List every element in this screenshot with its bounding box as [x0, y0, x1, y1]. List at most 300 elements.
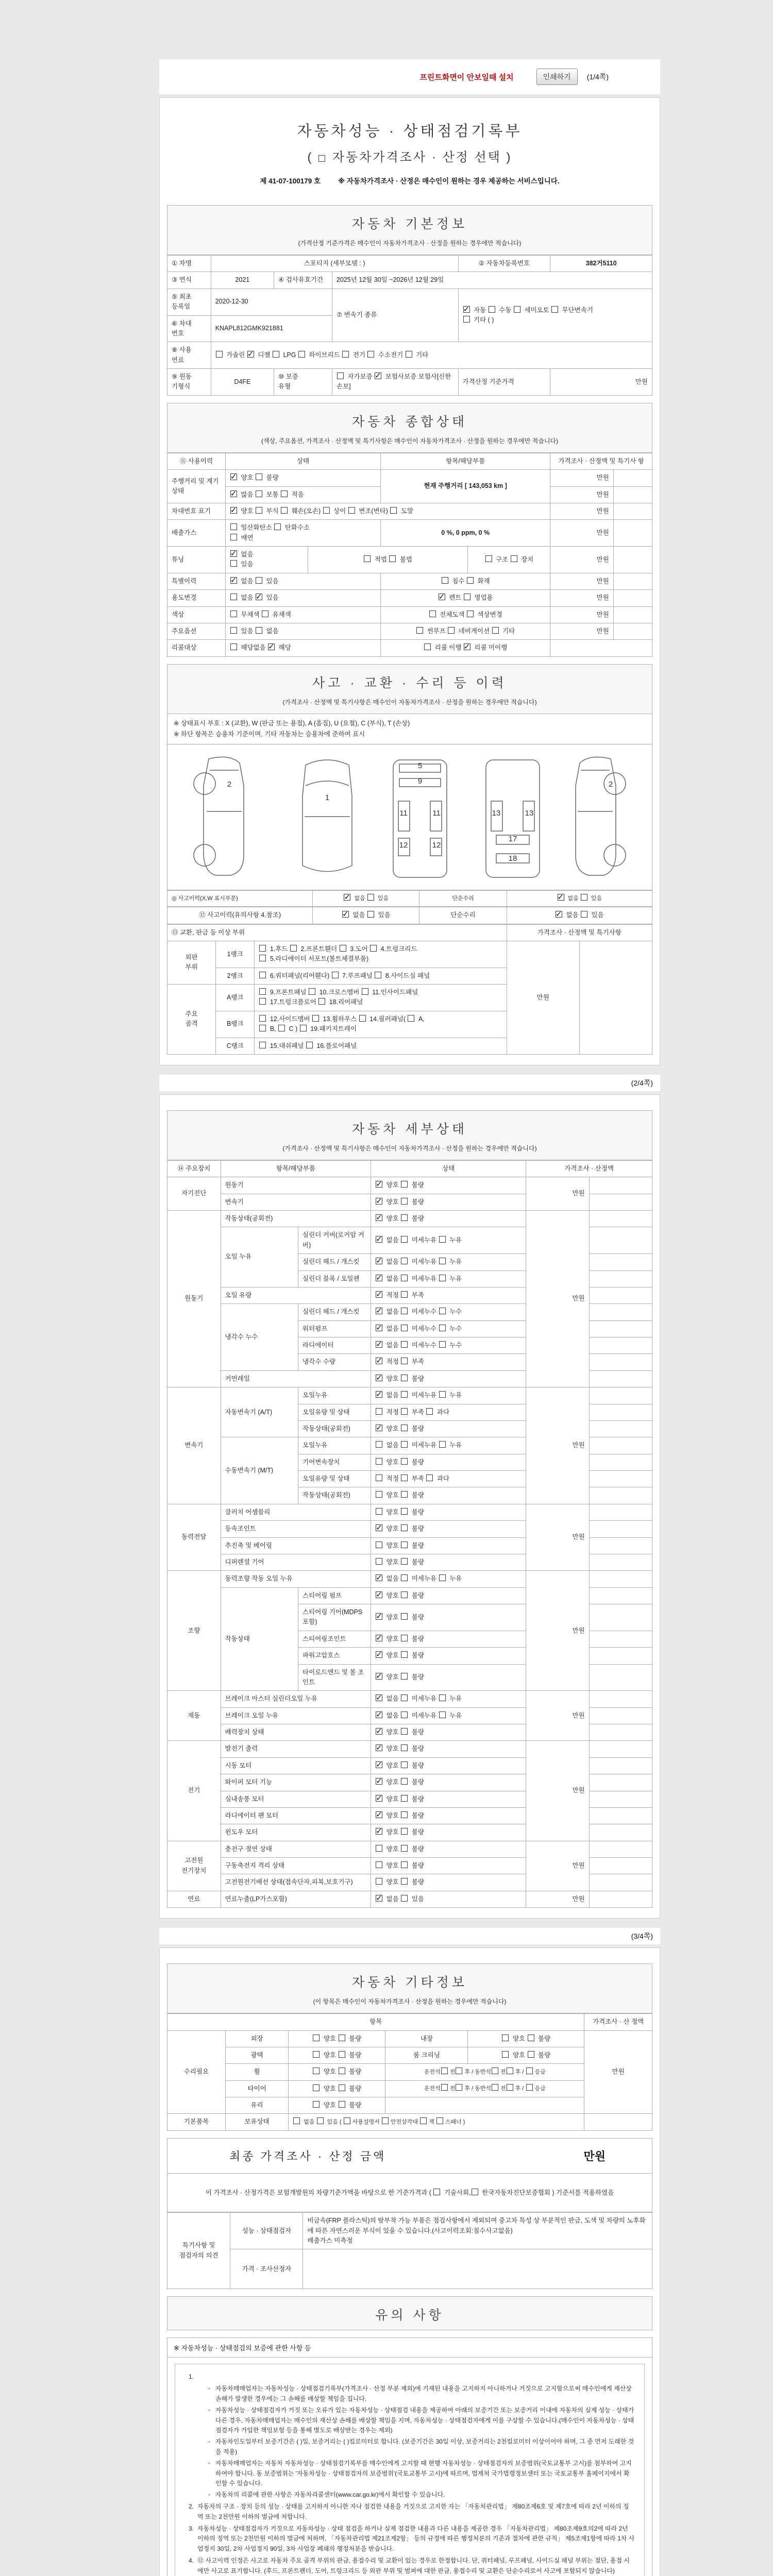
checkbox-empty-icon: [401, 1391, 408, 1398]
section-title: 사고 · 교환 · 수리 등 이력: [312, 675, 507, 690]
checkbox-empty-icon: [401, 1198, 408, 1205]
table-row: [167, 272, 652, 289]
table-row: [167, 2014, 652, 2030]
checkbox-checked-icon: [376, 1651, 382, 1658]
table-cell: ✓ 양호 불량: [371, 1757, 526, 1774]
table-cell: 운전석 전 후 / 동반석 전 후 / 응급: [385, 2080, 584, 2097]
checkbox-empty-icon: [439, 1341, 446, 1348]
table-row: [167, 342, 652, 369]
diagram-part-number: 5: [417, 761, 423, 771]
checkbox-empty-icon: [281, 490, 288, 497]
table-row: [167, 907, 652, 924]
table-row: [167, 520, 652, 547]
checkbox-checked-icon: [376, 1728, 382, 1735]
table-cell: ✓ 양호 불량: [371, 1211, 526, 1227]
section-header: [167, 664, 652, 714]
print-button[interactable]: 인쇄하기: [536, 69, 578, 85]
checkbox-empty-icon: [502, 2035, 509, 2041]
checkbox-empty-icon: [472, 2189, 478, 2195]
table-cell: KNAPL812GMK921881: [211, 315, 332, 342]
table-row: [167, 1211, 652, 1227]
table-cell: 가격산정 기준가격: [458, 369, 550, 396]
table-cell: 비금속(FRP 플라스틱)의 탈부착 가능 부품은 점검사항에서 제외되며 중고차 특성 상 부분적인 판금, 도색 및 차량의 노후화에 따른 자연스러운 부식이 있을 수 있습니다.(사고이력조회:침수사고없음) 배출가스 미측정: [303, 2213, 652, 2249]
table-cell: ✓ 없음 있음: [507, 907, 652, 924]
checkbox-empty-icon: [281, 507, 288, 514]
checkbox-empty-icon: [309, 988, 315, 995]
table-cell: 커먼레일: [221, 1370, 371, 1387]
table-cell: ✓ 없음 미세누유 누유: [371, 1227, 526, 1254]
table-cell: 연료: [167, 1891, 221, 1907]
table-cell: [613, 503, 652, 519]
final-price-unit: 만원: [583, 2149, 606, 2163]
table-cell: 색상: [167, 606, 226, 623]
table-cell: [550, 640, 652, 656]
checkbox-checked-icon: [376, 1214, 382, 1221]
table-row: [167, 623, 652, 639]
checkbox-empty-icon: [456, 2084, 462, 2091]
checkbox-empty-icon: [318, 155, 325, 162]
table-cell: [589, 1691, 652, 1707]
table-cell: 항목: [167, 2014, 584, 2030]
table-cell: 항목/해당부품: [381, 453, 550, 469]
checkbox-empty-icon: [426, 1408, 433, 1415]
checkbox-empty-icon: [439, 1694, 446, 1701]
checkbox-empty-icon: [259, 998, 266, 1005]
checkbox-empty-icon: [401, 1613, 408, 1620]
checkbox-empty-icon: [339, 2051, 345, 2058]
checkbox-empty-icon: [390, 507, 397, 514]
table-cell: 스티어링 기어(MDPS포함): [298, 1604, 371, 1631]
checkbox-checked-icon: [376, 1795, 382, 1802]
price-survey-option-line: ( 자동차가격조사 · 산정 선택 ): [307, 150, 512, 164]
section-header: [167, 205, 652, 255]
table-row: [167, 573, 652, 589]
table-cell: [589, 1774, 652, 1791]
checkbox-empty-icon: [401, 1475, 408, 1481]
table-cell: [613, 547, 652, 573]
section-header: [167, 403, 652, 453]
diagram-part-number: 13: [525, 809, 534, 818]
table-row: [167, 1691, 652, 1707]
checkbox-checked-icon: [256, 594, 262, 600]
checkbox-empty-icon: [348, 507, 355, 514]
table-cell: 양호 불량: [371, 1841, 526, 1857]
diagram-part-number: 2: [608, 780, 613, 789]
checkbox-empty-icon: [401, 1291, 408, 1298]
checkbox-checked-icon: [376, 1761, 382, 1768]
checkbox-empty-icon: [467, 577, 474, 584]
checkbox-empty-icon: [456, 2067, 462, 2074]
checkbox-empty-icon: [230, 611, 237, 617]
table-cell: 양호 불량: [371, 1858, 526, 1874]
table-row: [167, 2097, 652, 2114]
checkbox-empty-icon: [439, 1711, 446, 1718]
table-cell: 가솔린 ✓ 디젤 LPG 하이브리드 전기 수소전기 기타: [211, 342, 652, 369]
checkbox-empty-icon: [401, 1236, 408, 1243]
table-row: [167, 1177, 652, 1194]
table-cell: 해당없음 ✓ 해당: [225, 640, 380, 656]
table-cell: 만원: [550, 486, 613, 503]
table-cell: 실린더 헤드 / 개스킷: [298, 1304, 371, 1320]
checkbox-empty-icon: [313, 2067, 320, 2074]
table-row: [167, 606, 652, 623]
table-cell: 2025년 12월 30일 ~2026년 12월 29일: [332, 272, 652, 289]
notice-box: [167, 2337, 652, 2576]
checkbox-empty-icon: [370, 945, 377, 952]
table-row: [167, 2080, 652, 2097]
checkbox-empty-icon: [489, 306, 495, 313]
checkbox-empty-icon: [401, 1375, 408, 1381]
notice-bullet: ◦ 자동차성능 · 상태점검자가 거짓 또는 오류가 있는 자동차성능 · 상태점검 내용을 제공하여 아래의 보증기간 또는 보증거리 이내에 자동차의 실제 성능 · 상태가 다른 경우, 자동차매매업자는 매수인의 재산상 손해를 배상할 책임을 지며, 자동차성능 · 상태점검자에게 이를 구상할 수 있습니다.(매수인이 자동차성능 · 상태점검자가 가입한 책임보험 등을 통해 별도로 배상받는 경우는 제외): [208, 2406, 634, 2434]
table-row: [167, 941, 652, 968]
table-row: [167, 590, 652, 606]
table-cell: 2021: [211, 272, 274, 289]
table-cell: [589, 1741, 652, 1757]
table-row: [167, 547, 652, 573]
checkbox-empty-icon: [359, 1015, 366, 1022]
table-cell: ✓ 양호 불량: [371, 1791, 526, 1807]
checkbox-checked-icon: [376, 1524, 382, 1531]
table-cell: 상태: [225, 453, 380, 469]
table-cell: 특별이력: [167, 573, 226, 589]
checkbox-empty-icon: [401, 1651, 408, 1658]
checkbox-empty-icon: [401, 1673, 408, 1680]
table-cell: [589, 1177, 652, 1194]
section-title: 자동차 세부상태: [352, 1122, 467, 1137]
checkbox-empty-icon: [401, 1325, 408, 1331]
section-title: 유의 사항: [375, 2308, 444, 2323]
table-cell: [589, 1504, 652, 1520]
checkbox-empty-icon: [420, 2117, 427, 2124]
checkbox-checked-icon: [230, 577, 237, 584]
checkbox-empty-icon: [401, 1635, 408, 1641]
table-row: [167, 2249, 652, 2289]
table-cell: 실린더 헤드 / 개스킷: [298, 1254, 371, 1270]
table-cell: ✓ 양호 불량: [371, 1724, 526, 1741]
checkbox-checked-icon: [376, 1308, 382, 1314]
table-cell: 양호 불량: [289, 2080, 385, 2097]
table-cell: 오일누유: [298, 1387, 371, 1404]
section-note: (가격산정 기준가격은 매수인이 자동차가격조사 · 산정을 원하는 경우에만 적습니다): [298, 240, 522, 247]
table-cell: 광택: [225, 2047, 288, 2063]
table-row: [167, 369, 652, 396]
final-price-label: 최종 가격조사 · 산정 금액: [229, 2149, 386, 2163]
panel-rank-table: [167, 924, 652, 1055]
table-cell: 만원: [526, 1504, 589, 1571]
checkbox-checked-icon: [376, 1391, 382, 1398]
checkbox-empty-icon: [401, 1181, 408, 1188]
table-cell: [589, 1707, 652, 1724]
table-cell: 만원: [526, 1211, 589, 1387]
checkbox-empty-icon: [439, 1574, 446, 1581]
checkbox-empty-icon: [256, 490, 262, 497]
checkbox-empty-icon: [259, 972, 266, 978]
checkbox-empty-icon: [441, 2067, 448, 2074]
table-cell: [589, 1841, 652, 1857]
checkbox-checked-icon: [230, 490, 237, 497]
car-views-svg: [173, 750, 647, 888]
table-cell: ✓ 양호 불량: [371, 1774, 526, 1791]
table-cell: 타이로드엔드 및 볼 조인트: [298, 1664, 371, 1691]
table-cell: 양호 불량: [371, 1554, 526, 1570]
etc-info-table: [167, 2013, 652, 2131]
table-row: [167, 289, 652, 315]
checkbox-empty-icon: [256, 473, 262, 480]
checkbox-empty-icon: [401, 1591, 408, 1598]
table-cell: ✓ 많음 보통 적음: [225, 486, 380, 503]
table-cell: 주행거리 및 계기상태: [167, 470, 226, 503]
checkbox-empty-icon: [492, 2067, 498, 2074]
table-cell: 적법 불법: [308, 547, 468, 573]
table-cell: 있음 없음: [225, 623, 380, 639]
checkbox-empty-icon: [507, 2084, 513, 2091]
table-cell: 오일 누유: [221, 1227, 298, 1287]
document-number: 제 41-07-100179 호: [260, 177, 321, 185]
checkbox-empty-icon: [439, 1325, 446, 1331]
checkbox-checked-icon: [376, 1574, 382, 1581]
checkbox-empty-icon: [401, 1795, 408, 1802]
checkbox-empty-icon: [367, 351, 374, 358]
checkbox-empty-icon: [362, 988, 368, 995]
table-cell: 디퍼렌셜 기어: [221, 1554, 371, 1570]
table-cell: 특기사항 및 점검자의 의견: [167, 2213, 230, 2289]
table-cell: 만원: [526, 1741, 589, 1841]
table-row: [167, 891, 652, 907]
table-cell: 만원: [550, 623, 613, 639]
table-cell: ✓ 양호 불량: [371, 1420, 526, 1437]
checkbox-checked-icon: [247, 351, 254, 358]
table-cell: 만원: [550, 369, 652, 396]
table-cell: 가격 · 조사산정자: [230, 2249, 303, 2289]
table-cell: ⑭ 주요장치: [167, 1160, 221, 1177]
table-cell: B랭크: [216, 1011, 255, 1038]
table-cell: 배출가스: [167, 520, 226, 547]
checkbox-checked-icon: [376, 1635, 382, 1641]
table-cell: 양호 불량: [289, 2047, 385, 2063]
table-cell: ⑥ 차대 번호: [167, 315, 211, 342]
table-cell: 1.후드 2.프론트휀더 3.도어 4.트렁크리드 5.라디에이터 서포트(볼트체결부품): [255, 941, 507, 968]
notice-title: ※ 자동차성능 · 상태점검의 보증에 관한 사항 등: [167, 2338, 652, 2358]
table-cell: ⑧ 사용 연료: [167, 342, 211, 369]
table-cell: [589, 1648, 652, 1664]
checkbox-empty-icon: [376, 1541, 382, 1548]
section-title: 자동차 기본정보: [352, 217, 467, 231]
table-cell: ✓ 없음 미세누수 누수: [371, 1304, 526, 1320]
table-cell: [589, 1724, 652, 1741]
diagram-part-number: 18: [508, 854, 517, 863]
table-cell: 적정 부족 과다: [371, 1404, 526, 1420]
table-cell: 오일 유량: [221, 1287, 371, 1303]
checkbox-checked-icon: [376, 1325, 382, 1331]
table-cell: 고전원전기배선 상태(접속단자,피복,보호기구): [221, 1874, 371, 1891]
page-indicator: (2/4쪽): [631, 1078, 653, 1087]
checkbox-empty-icon: [401, 1541, 408, 1548]
table-cell: 동력조향 작동 오일 누유: [221, 1571, 371, 1587]
checkbox-checked-icon: [376, 1236, 382, 1243]
diagram-part-number: 2: [227, 780, 232, 789]
table-cell: 룸 크리닝: [385, 2047, 468, 2063]
checkbox-empty-icon: [401, 1275, 408, 1281]
table-cell: 항목/해당부품: [221, 1160, 371, 1177]
table-row: [167, 924, 652, 941]
table-cell: 원동기: [167, 1211, 221, 1387]
checkbox-empty-icon: [256, 627, 262, 634]
table-cell: D4FE: [211, 369, 274, 396]
table-cell: ① 차명: [167, 256, 211, 272]
table-cell: 동력전달: [167, 1504, 221, 1571]
page-indicator-bar: [159, 1075, 660, 1091]
table-cell: 기본품목: [167, 2114, 226, 2130]
checkbox-checked-icon: [376, 1358, 382, 1364]
table-cell: 상태: [371, 1160, 526, 1177]
checkbox-empty-icon: [339, 2101, 345, 2108]
table-cell: ✓ 양호 불량: [371, 1521, 526, 1537]
table-cell: ✓ 적정 부족: [371, 1287, 526, 1303]
table-cell: 양호 불량: [289, 2097, 385, 2114]
checkbox-empty-icon: [342, 351, 349, 358]
checkbox-empty-icon: [259, 945, 266, 952]
checkbox-empty-icon: [344, 2117, 350, 2124]
table-cell: ✓ 양호 불량: [371, 1631, 526, 1647]
checkbox-empty-icon: [401, 1458, 408, 1465]
install-print-helper-link[interactable]: 프린트화면이 안보일때 설치: [419, 73, 514, 82]
table-cell: 구동축전지 격리 상태: [221, 1858, 371, 1874]
table-row: [167, 453, 652, 469]
checkbox-empty-icon: [441, 2084, 448, 2091]
table-cell: 외장: [225, 2030, 288, 2047]
table-cell: [589, 1571, 652, 1587]
checkbox-empty-icon: [442, 577, 448, 584]
checkbox-checked-icon: [558, 894, 564, 901]
table-cell: 기어변속장치: [298, 1454, 371, 1470]
table-row: [167, 503, 652, 519]
table-cell: ✓ 없음 있음: [371, 1891, 526, 1907]
notice-bullet: ◦ 자동차매매업자는 자동차성능 · 상태점검기록부(가격조사 · 산정 부분 제외)에 기재된 내용을 고지하지 아니하거나 거짓으로 고지함으로써 매수인에게 재산상 손해가 발생한 경우에는 그 손해를 배상할 책임을 집니다.: [208, 2385, 632, 2403]
table-cell: 추진축 및 베어링: [221, 1537, 371, 1554]
table-cell: ✓ 양호 불량: [371, 1604, 526, 1631]
table-cell: [589, 1254, 652, 1270]
table-cell: 시동 모터: [221, 1757, 371, 1774]
table-cell: 양호 불량: [371, 1874, 526, 1891]
table-cell: 없음 있음 ( 사용설명서 안전삼각대 잭 스패너 ): [289, 2114, 584, 2130]
table-cell: 가격조사 · 산정액 및 특기사 항: [550, 453, 652, 469]
table-cell: 스티어링 펌프: [298, 1587, 371, 1604]
checkbox-empty-icon: [429, 611, 436, 617]
checkbox-empty-icon: [364, 555, 371, 562]
table-cell: 없음 미세누유 누유: [371, 1437, 526, 1454]
table-cell: 조향: [167, 1571, 221, 1691]
table-cell: 외판 부위: [167, 941, 216, 984]
checkbox-empty-icon: [256, 507, 262, 514]
checkbox-checked-icon: [376, 1613, 382, 1620]
checkbox-empty-icon: [323, 507, 330, 514]
table-cell: [589, 1354, 652, 1370]
table-cell: [589, 1604, 652, 1631]
checkbox-checked-icon: [230, 507, 237, 514]
table-cell: 오일유량 및 상태: [298, 1404, 371, 1420]
table-cell: [589, 1211, 652, 1227]
table-cell: 오일유량 및 상태: [298, 1471, 371, 1487]
table-cell: ✓ 양호 불량: [371, 1370, 526, 1387]
table-cell: [303, 2249, 652, 2289]
table-cell: 2020-12-30: [211, 289, 332, 315]
table-cell: 배력장치 상태: [221, 1724, 371, 1741]
table-cell: [613, 606, 652, 623]
table-cell: 작동상태: [221, 1587, 298, 1691]
section-header: [167, 1110, 652, 1160]
checkbox-empty-icon: [526, 2084, 533, 2091]
table-cell: 성능 · 상태점검자: [230, 2213, 303, 2249]
document-title: [167, 106, 652, 198]
table-cell: 변속기: [221, 1194, 371, 1210]
table-cell: 클러치 어셈블리: [221, 1504, 371, 1520]
table-cell: ✓ 적정 부족: [371, 1354, 526, 1370]
section-title: 자동차 종합상태: [352, 414, 467, 429]
table-cell: 현재 주행거리 [ 143,053 km ]: [381, 470, 550, 503]
checkbox-empty-icon: [259, 1042, 266, 1048]
table-cell: [589, 1270, 652, 1287]
table-cell: 만원: [550, 573, 613, 589]
table-cell: 오일누유: [298, 1437, 371, 1454]
checkbox-empty-icon: [401, 1811, 408, 1818]
table-cell: [385, 2097, 584, 2114]
table-cell: 구조 장치: [468, 547, 550, 573]
table-cell: 수리필요: [167, 2030, 226, 2114]
checkbox-checked-icon: [376, 1341, 382, 1348]
table-cell: ⑦ 변속기 종류: [332, 289, 458, 342]
table-cell: 작동상태(공회전): [221, 1211, 371, 1227]
checkbox-empty-icon: [389, 555, 396, 562]
checkbox-empty-icon: [507, 2067, 513, 2074]
table-row: [167, 256, 652, 272]
table-cell: ✓ 렌트 영업용: [381, 590, 550, 606]
table-cell: ✓ 없음 있음: [313, 891, 419, 907]
table-cell: 15.대쉬패널 16.플로어패널: [255, 1038, 507, 1054]
table-cell: [589, 1791, 652, 1807]
table-cell: 전기: [167, 1741, 221, 1841]
checkbox-empty-icon: [259, 1015, 266, 1022]
checkbox-empty-icon: [376, 1491, 382, 1498]
checkbox-empty-icon: [464, 594, 470, 600]
table-row: [167, 1741, 652, 1757]
checkbox-empty-icon: [401, 1358, 408, 1364]
checkbox-checked-icon: [375, 372, 381, 379]
diagram-part-number: 11: [399, 809, 408, 818]
report-body: [0, 97, 773, 2576]
table-cell: 수동변속기 (M/T): [221, 1437, 298, 1504]
table-cell: 자동변속기 (A/T): [221, 1387, 298, 1437]
accident-caption-row: [167, 890, 652, 907]
table-cell: [589, 1757, 652, 1774]
table-cell: [589, 1471, 652, 1487]
table-cell: 라디에이터: [298, 1337, 371, 1354]
table-cell: 파워고압호스: [298, 1648, 371, 1664]
table-cell: ⑪ 사용이력: [167, 453, 226, 469]
checkbox-empty-icon: [401, 1895, 408, 1902]
notice-item: 3. 자동차성능 · 상태점검자가 거짓으로 자동차성능 · 상태 점검을 하거나 실제 점검한 내용과 다른 내용을 제공한 경우 「자동차관리법」 제80조제9호의2에 따라 2년 이하의 징역 또는 2천만원 이하의 벌금에 처하며, 「자동차관리법 제21조제2항」 등의 규정에 따른 행정처분의 기준과 절차에 관한 규칙」 제5조제1항에 따라 1차 사업정지 30일, 2차 사업정지 90일, 3차 사업장 폐쇄의 행정처분을 받습니다.: [188, 2524, 635, 2553]
notice-item: 2. 자동차의 구조 · 장치 등의 성능 · 상태를 고지하지 아니한 자나 점검한 내용을 거짓으로 고지한 자는 「자동차관리법」 제80조제6호 및 제7호에 따라 2년 이하의 징역 또는 2천만원 이하의 벌금에 처합니다.: [188, 2502, 629, 2520]
checkbox-checked-icon: [376, 1591, 382, 1598]
table-cell: 용도변경: [167, 590, 226, 606]
table-cell: [589, 1337, 652, 1354]
checkbox-empty-icon: [230, 594, 237, 600]
checkbox-empty-icon: [401, 1694, 408, 1701]
table-cell: [589, 1420, 652, 1437]
checkbox-checked-icon: [376, 1181, 382, 1188]
checkbox-empty-icon: [273, 351, 279, 358]
table-cell: 원동기: [221, 1177, 371, 1194]
checkbox-empty-icon: [406, 351, 412, 358]
